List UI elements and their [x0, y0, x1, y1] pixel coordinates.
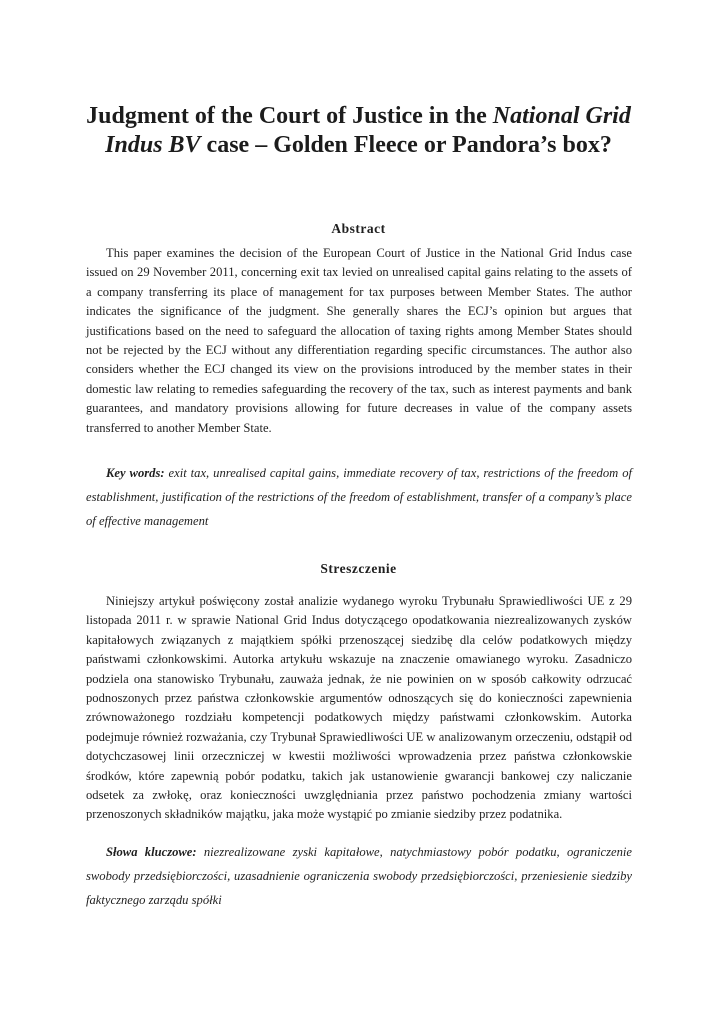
- abstract-keywords-label: Key words:: [106, 466, 165, 480]
- streszczenie-keywords: [86, 840, 632, 912]
- abstract-heading: Abstract: [331, 221, 386, 236]
- title-part-1: Judgment of the Court of Justice in the: [86, 103, 493, 129]
- abstract-body: This paper examines the decision of the European Court of Justice in the National Grid Indus case issued on 29 November 2011, concerning exit tax levied on unrealised capital gains relating to the assets of a company transferring its place of management for tax purposes between Member States. The author indicates the significance of the judgment. She generally shares the ECJ’s opinion but argues that justifications based on the need to safeguard the allocation of taxing rights among Member States should not be rejected by the ECJ without any differentiation regarding specific circumstances. The author also considers whether the ECJ changed its view on the provisions introduced by the member states in their domestic law relating to remedies safeguarding the recovery of the tax, such as interest payments and bank guarantees, and mandatory provisions allowing for future decreases in value of the company assets transferred to another Member State.: [86, 246, 632, 435]
- paper-title: [60, 102, 657, 160]
- streszczenie-body: Niniejszy artykuł poświęcony został analizie wydanego wyroku Trybunału Sprawiedliwości UE z 29 listopada 2011 r. w sprawie National Grid Indus dotyczącego opodatkowania niezrealizowanych zysków kapitałowych związanych z majątkiem spółki przenoszącej siedzibę dla celów podatkowych między państwami członkowskimi. Autorka artykułu wskazuje na znaczenie omawianego wyroku. Zasadniczo podziela ona stanowisko Trybunału, zauważa jednak, że nie powinien on w sposób całkowity odrzucać podnoszonych przez państwa członkowskie argumentów odnoszących się do konieczności zapewnienia zrównoważonego rozdziału kompetencji podatkowych między państwami członkowskim. Autorka podejmuje również rozważania, czy Trybunał Sprawiedliwości UE w analizowanym orzeczeniu, odstąpił od dotychczasowej linii orzeczniczej w kwestii możliwości wprowadzenia przez państwa członkowskie środków, które zapewnią pobór podatku, takich jak ustanowienie gwarancji bankowej czy naliczanie odsetek za zwłokę, oraz konieczności uwzględniania przez państwo pochodzenia zmiany wartości przenoszonych składników majątku, jaka może wystąpić po zmianie siedziby przez podatnika.: [86, 594, 632, 822]
- streszczenie-keywords-label: Słowa kluczowe:: [106, 845, 197, 859]
- streszczenie-heading: Streszczenie: [320, 561, 397, 576]
- title-case-name: National Grid Indus BV: [105, 103, 631, 158]
- title-part-2: case – Golden Fleece or Pandora’s box?: [200, 132, 612, 158]
- streszczenie-keywords-text: niezrealizowane zyski kapitałowe, natychmiastowy pobór podatku, ograniczenie swobody przedsiębiorczości, uzasadnienie ograniczenia swobody przedsiębiorczości, przeniesienie siedziby faktycznego zarządu spółki: [86, 845, 632, 907]
- abstract-keywords-text: exit tax, unrealised capital gains, immediate recovery of tax, restrictions of the freedom of establishment, justification of the restrictions of the freedom of establishment, transfer of a company’s place of effective management: [86, 466, 632, 528]
- abstract-keywords: [86, 461, 632, 533]
